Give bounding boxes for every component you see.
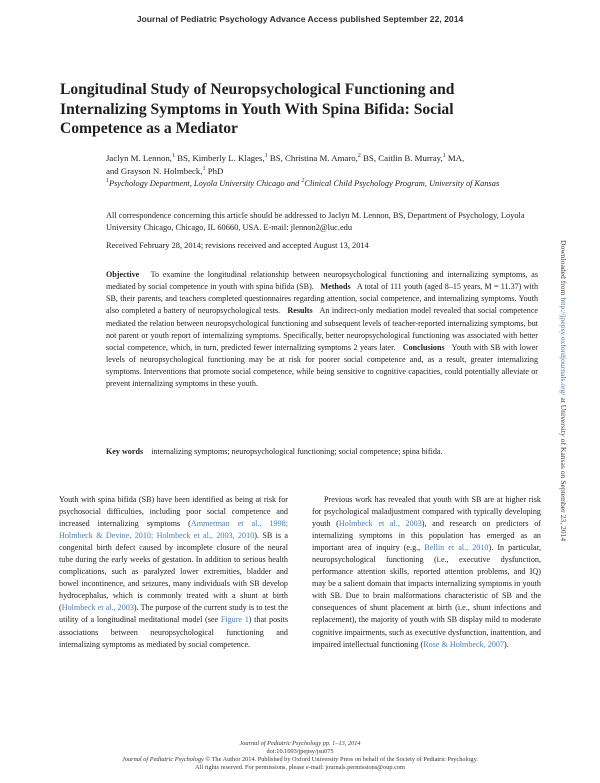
article-title: Longitudinal Study of Neuropsychological Functioning and Internalizing Symptoms in Youth With Spina Bifida: Social Competence as a Mediator: [60, 81, 455, 137]
author-2: Kimberly L. Klages,$^1$ BS,: [192, 153, 283, 163]
author-1: Jaclyn M. Lennon,$^1$ BS,: [106, 153, 191, 163]
citation-link[interactable]: Bellin et al., 2010: [424, 543, 489, 553]
author-5: and Grayson N. Holmbeck,$^1$ PhD: [106, 165, 224, 176]
abstract-results-label: Results: [287, 306, 313, 316]
citation-link[interactable]: Rose & Holmbeck, 2007: [423, 639, 505, 649]
body-column-right: Previous work has revealed that youth with SB are at higher risk for psychological maladjustment compared with typically developing youth (Holmbeck et al., 2003), and research on predictors of internalizing symptoms in this population has emerged as an important area of inquiry (e.g., Bellin et al., 2010). In particular, neuropsychological functioning (i.e., executive dysfunction, performance attention skills, reported attention problems, and IQ) may be a salient domain that impacts internalizing symptoms in youth with SB. Due to brain malformations characteristic of SB and the consequences of shunt placement at birth (i.e., shunt infections and replacement), the majority of youth with SB display mild to moderate cognitive impairments, such as executive dysfunction, inattention, and impaired intellectual functioning (Rose & Holmbeck, 2007).: [312, 495, 542, 649]
author-3: Christina M. Amaro,$^2$ BS,: [285, 153, 377, 163]
page-footer: [0, 740, 600, 772]
citation-link[interactable]: Holmbeck et al., 2003: [338, 519, 422, 529]
download-watermark: Downloaded from http://jpepsy.oxfordjournals.org/ at University of Kansas on September 23, 2014: [559, 240, 568, 542]
citation-link[interactable]: Holmbeck et al., 2003: [61, 603, 134, 613]
abstract: Objective To examine the longitudinal relationship between neuropsychological functioning and internalizing symptoms, as mediated by social competence in youth with spina bifida (SB). Methods A total of 111 youth (aged 8–15 years, M = 11.37) with SB, their parents, and teachers completed questionnaires regarding attention, social competence, and internalizing symptoms. Youth also completed a battery of neuropsychological tests. Results An indirect-only mediation model revealed that social competence mediated the relation between neuropsychological functioning and subsequent levels of teacher-reported internalizing symptoms, but not parent or youth report of internalizing symptoms. Specifically, better neuropsychological functioning was associated with better social competence, which, in turn, predicted fewer internalizing symptoms 2 years later. Conclusions Youth with SB with lower levels of neuropsychological functioning may be at risk for poorer social competence and, as a result, greater internalizing symptoms. Interventions that promote social competence, while being sensitive to cognitive capacities, could potentially alleviate or prevent internalizing symptoms in these youth.: [106, 270, 539, 389]
journal-header: Journal of Pediatric Psychology Advance Access published September 22, 2014: [136, 14, 464, 24]
author-4: Caitlin B. Murray,$^1$ MA,: [378, 153, 465, 163]
body-column-left: Youth with spina bifida (SB) have been identified as being at risk for psychosocial difficulties, including poor social competence and increased internalizing symptoms (Ammerman et al., 1998; Holmbeck & Devine, 2010; Holmbeck et al., 2003, 2010). SB is a congenital birth defect caused by incomplete closure of the neural tube during the early weeks of gestation. In addition to serious health complications, such as paralyzed lower extremities, bladder and bowel incontinence, and seizures, many individuals with SB develop hydrocephalus, which is commonly treated with a shunt at birth (Holmbeck et al., 2003). The purpose of the current study is to test the utility of a longitudinal meditational model (see Figure 1) that posits associations between neuropsychological functioning and internalizing symptoms as mediated by social competence.: [59, 495, 289, 649]
affiliations: $^1$Psychology Department, Loyola University Chicago and $^2$Clinical Child Psychology Program, University of Kansas: [106, 178, 500, 188]
abstract-objective-label: Objective: [106, 270, 140, 279]
abstract-conclusions-label: Conclusions: [402, 342, 445, 352]
correspondence-note: All correspondence concerning this article should be addressed to Jaclyn M. Lennon, BS, Department of Psychology, Loyola University Chicago, Chicago, IL 60660, USA. E-mail: jlennon2@luc.edu: [106, 211, 525, 232]
footer-permissions: All rights reserved. For permissions, please e-mail: journals.permissions@oup.com: [195, 764, 405, 771]
author-list: [106, 152, 546, 177]
keywords: Key words internalizing symptoms; neuropsychological functioning; social competence; spina bifida.: [106, 447, 443, 456]
abstract-methods-label: Methods: [320, 282, 351, 292]
footer-doi: doi:10.1093/jpepsy/jsu075: [266, 748, 334, 755]
download-link[interactable]: http://jpepsy.oxfordjournals.org/: [559, 297, 568, 396]
footer-copyright: Journal of Pediatric Psychology © The Author 2014. Published by Oxford University Press on behalf of the Society of Pediatric Psychology.: [122, 756, 478, 763]
citation-link[interactable]: Ammerman et al., 1998; Holmbeck & Devine, 2010; Holmbeck et al., 2003, 2010: [59, 519, 288, 541]
footer-citation: Journal of Pediatric Psychology pp. 1–13, 2014: [239, 740, 361, 747]
figure-link[interactable]: Figure 1: [220, 615, 249, 625]
received-dates: Received February 28, 2014; revisions received and accepted August 13, 2014: [106, 241, 369, 250]
